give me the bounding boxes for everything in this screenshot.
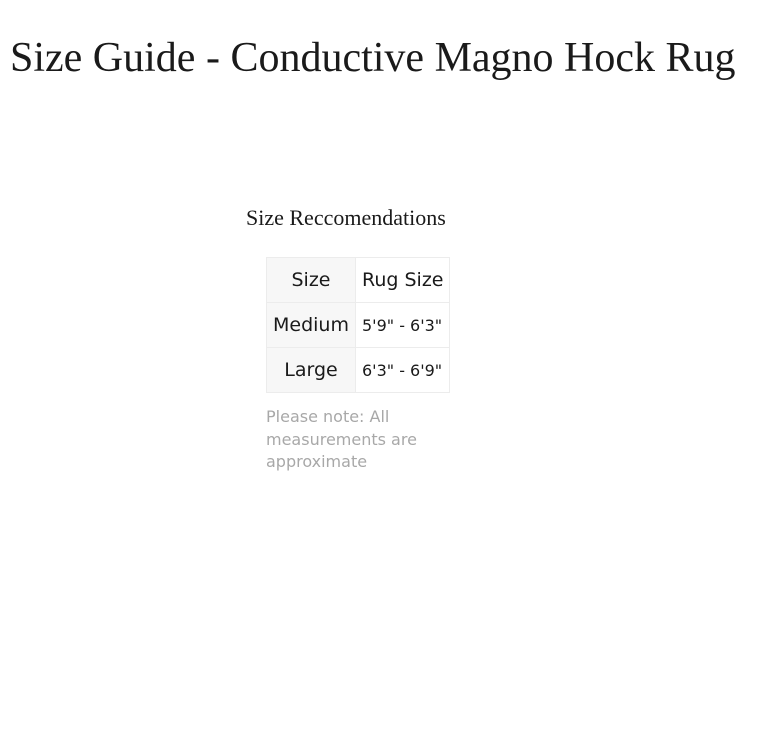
measurement-note: Please note: All measurements are approximate [266, 407, 417, 471]
size-name-cell: Medium [267, 303, 356, 348]
table-row [267, 303, 450, 348]
rug-size-value-cell: 5'9" - 6'3" [355, 303, 450, 348]
header-size-cell: Size [267, 258, 356, 303]
page-title: Size Guide - Conductive Magno Hock Rug [10, 35, 736, 81]
table-header-row [267, 258, 450, 303]
size-table [266, 257, 450, 393]
size-recommendations-heading: Size Reccomendations [246, 205, 446, 230]
size-name-cell: Large [267, 348, 356, 393]
table-row [267, 348, 450, 393]
rug-size-value-cell: 6'3" - 6'9" [355, 348, 450, 393]
header-rug-size-cell: Rug Size [355, 258, 450, 303]
